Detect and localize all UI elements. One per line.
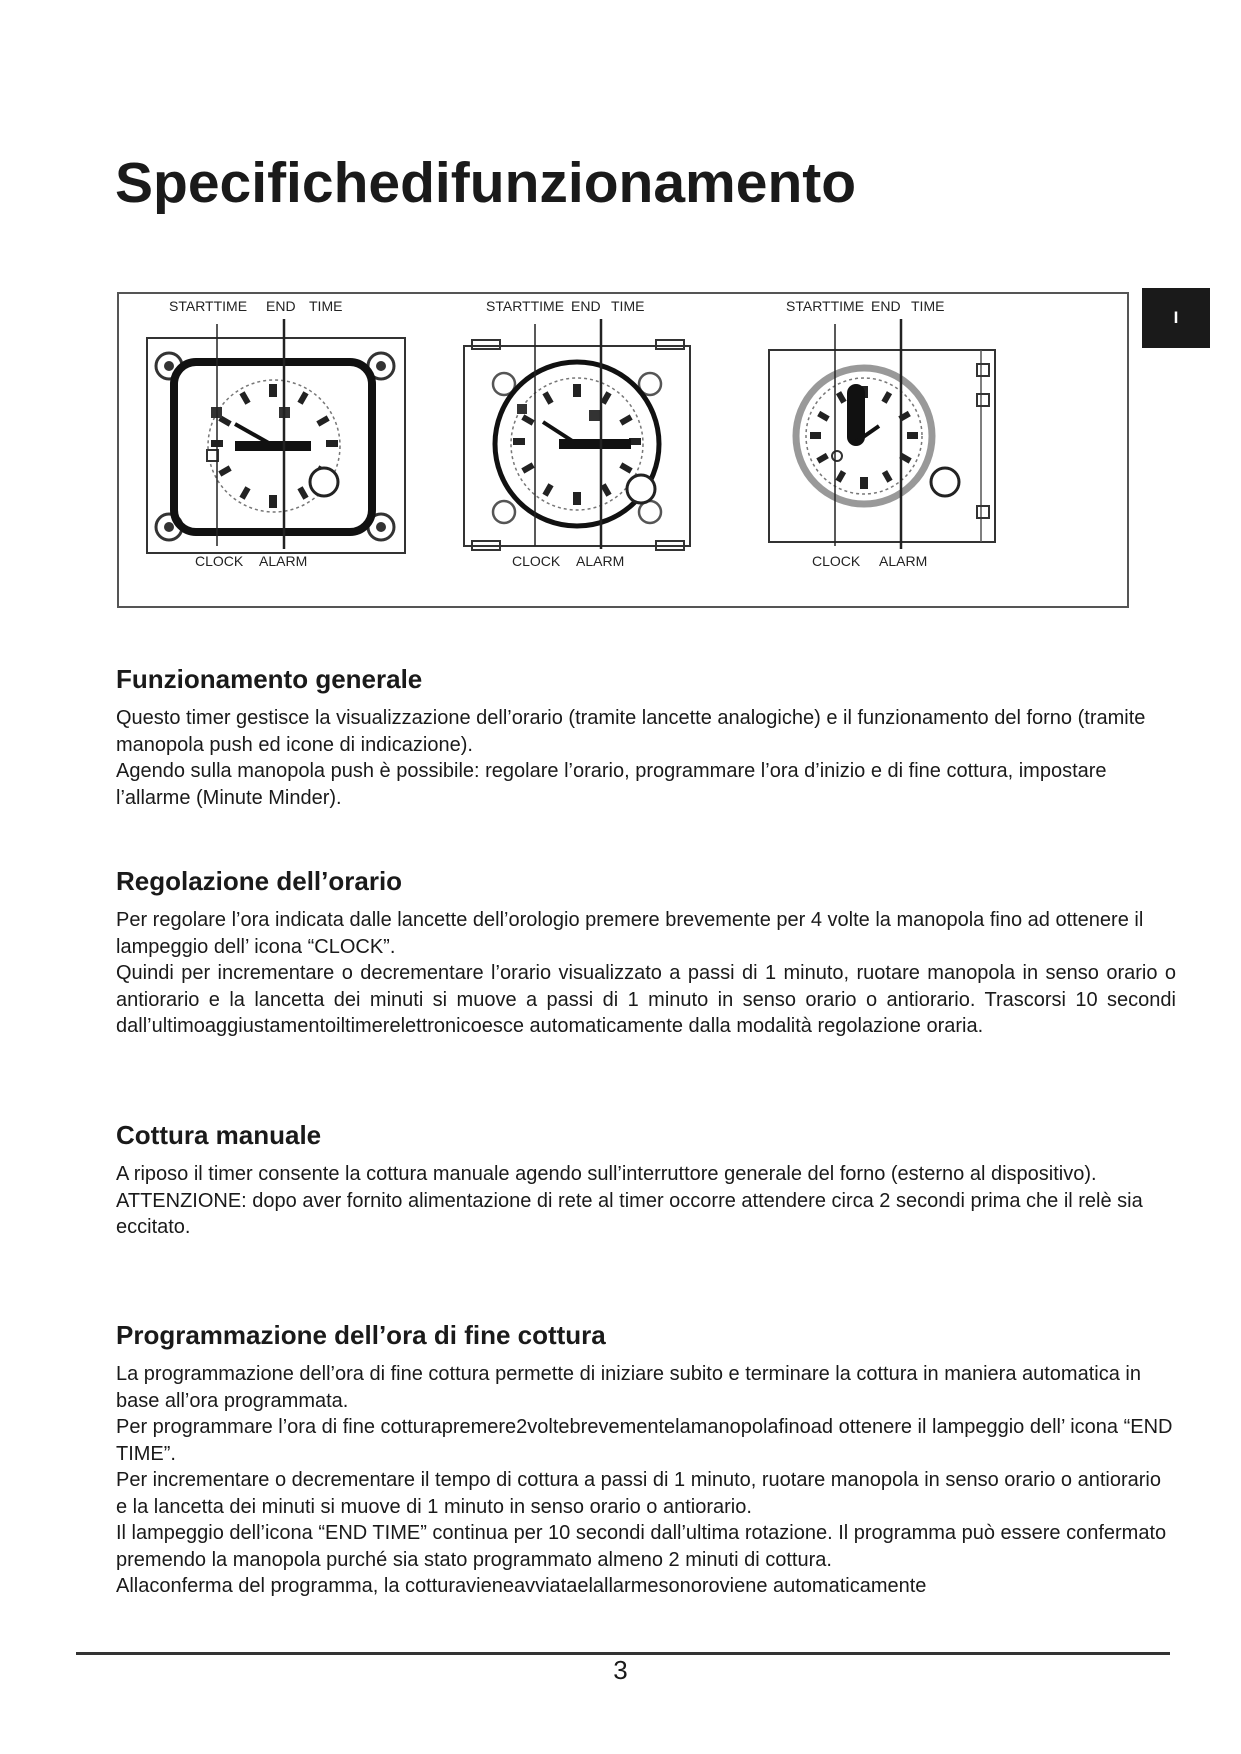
label-alarm: ALARM [576,553,625,569]
paragraph: ATTENZIONE: dopo aver fornito alimentazione di rete al timer occorre attendere circa 2 secondi prima che il relè sia eccitato. [116,1189,1143,1238]
label-time: TIME [309,298,343,314]
paragraph: Agendo sulla manopola push è possibile: regolare l’orario, programmare l’ora d’inizio e di fine cottura, impostare l’allarme (Minute Minder). [116,760,1107,809]
label-time: TIME [911,298,945,314]
language-tab-label: I [1173,308,1179,327]
section-heading: Cottura manuale [116,1120,322,1150]
paragraph: Per incrementare o decrementare il tempo di cottura a passi di 1 minuto, ruotare manopola in senso orario o antiorario e la lancetta dei minuti si muove di 1 minuto in senso orario o antiorario. [116,1469,1161,1518]
label-clock: CLOCK [812,553,861,569]
paragraph: La programmazione dell’ora di fine cottura permette di iniziare subito e terminare la cottura in maniera automatica in base all’ora programmata. [116,1363,1141,1412]
timer-panel-2 [464,298,690,569]
section-heading: Programmazione dell’ora di fine cottura [116,1320,606,1350]
timer-panel-3 [769,298,995,569]
label-clock: CLOCK [195,553,244,569]
section-heading: Funzionamento generale [116,664,423,694]
timer-panel-1 [147,298,405,569]
section-cottura-manuale [116,1120,1176,1241]
label-end: END [266,298,296,314]
label-end: END [571,298,601,314]
section-regolazione-orario [116,866,1176,1040]
paragraph: Per regolare l’ora indicata dalle lancette dell’orologio premere brevemente per 4 volte la manopola fino ad ottenere il lampeggio dell’ icona “CLOCK”. [116,909,1144,958]
timer-illustration [117,292,1129,608]
section-heading: Regolazione dell’orario [116,866,403,896]
label-starttime: STARTTIME [486,298,565,314]
timer-diagram [119,294,1127,606]
section-funzionamento-generale [116,664,1176,811]
label-starttime: STARTTIME [169,298,248,314]
paragraph: Allaconferma del programma, la cotturavieneavviataelallarmesonoroviene automaticamente [116,1575,927,1597]
label-end: END [871,298,901,314]
page-number: 3 [613,1655,628,1685]
label-clock: CLOCK [512,553,561,569]
section-programmazione-fine-cottura [116,1320,1176,1600]
page-title: Specifichedifunzionamento [115,151,857,215]
label-alarm: ALARM [259,553,308,569]
paragraph: Questo timer gestisce la visualizzazione dell’orario (tramite lancette analogiche) e il funzionamento del forno (tramite manopola push ed icone di indicazione). [116,707,1146,756]
paragraph: Per programmare l’ora di fine cotturapremere2voltebrevementelamanopolafinoad ottenere il lampeggio dell’ icona “END TIME”. [116,1416,1173,1465]
label-time: TIME [611,298,645,314]
language-tab [1142,288,1210,348]
paragraph: Quindi per incrementare o decrementare l’orario visualizzato a passi di 1 minuto, ruotare manopola in senso orario o antiorario e la lancetta dei minuti si muove a passi di 1 minuto in senso orario o antiorario. Trascorsi 10 secondi dall’ultimoaggiustamentoiltimerelettronicoesce automaticamente dalla modalità regolazione oraria. [116,962,1176,1037]
paragraph: Il lampeggio dell’icona “END TIME” continua per 10 secondi dall’ultima rotazione. Il programma può essere confermato premendo la manopola purché sia stato programmato almeno 2 minuti di cottura. [116,1522,1167,1571]
paragraph: A riposo il timer consente la cottura manuale agendo sull’interruttore generale del forno (esterno al dispositivo). [116,1163,1097,1185]
label-alarm: ALARM [879,553,928,569]
label-starttime: STARTTIME [786,298,865,314]
